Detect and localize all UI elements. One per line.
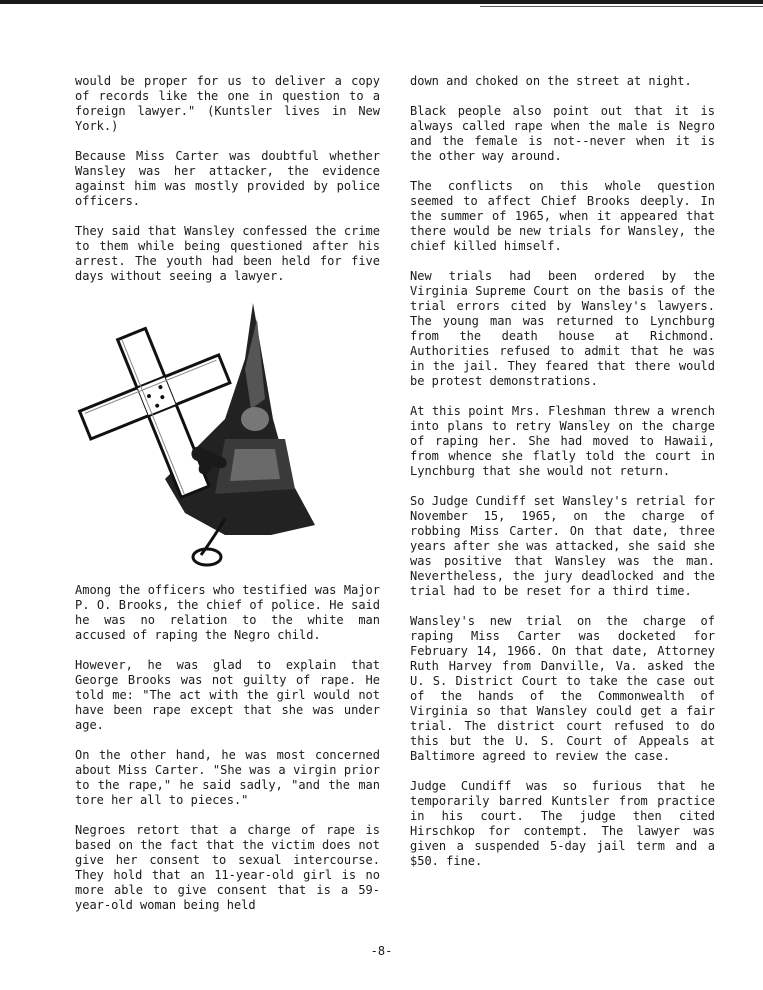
figure-body-highlight — [230, 449, 280, 481]
right-column — [410, 74, 715, 884]
paragraph: So Judge Cundiff set Wansley's retrial for November 15, 1965, on the charge of robbing Miss Carter. On that date, three years after she was attacked, she said she was positive that Wansley was the man. Nevertheless, the jury deadlocked and the trial had to be reset for a third time. — [410, 494, 715, 598]
paragraph: Wansley's new trial on the charge of raping Miss Carter was docketed for February 14, 1966. On that date, Attorney Ruth Harvey from Danville, Va. asked the U. S. District Court to take the case out of the hands of the Commonwealth of Virginia so that Wansley could get a fair trial. The district court refused to do this but the U. S. Court of Appeals at Baltimore agreed to review the case. — [410, 614, 715, 763]
top-border-rule — [0, 0, 763, 4]
paragraph: Judge Cundiff was so furious that he temporarily barred Kuntsler from practice in his court. The judge then cited Hirschkop for contempt. The lawyer was given a suspended 5-day jail term and a $50. fine. — [410, 779, 715, 868]
top-thin-rule — [480, 6, 763, 7]
page-number: -8- — [370, 944, 393, 958]
paragraph: However, he was glad to explain that George Brooks was not guilty of rape. He told me: "The act with the girl would not have been rape except that she was under age. — [75, 658, 380, 732]
paragraph: Negroes retort that a charge of rape is based on the fact that the victim does not give her consent to sexual intercourse. They hold that an 11-year-old girl is no more able to give consent that is a 59-year-old woman being held — [75, 823, 380, 912]
paragraph: down and choked on the street at night. — [410, 74, 692, 88]
paragraph: Because Miss Carter was doubtful whether Wansley was her attacker, the evidence against him was mostly provided by police officers. — [75, 149, 380, 208]
paragraph: The conflicts on this whole question seemed to affect Chief Brooks deeply. In the summer of 1965, when it appeared that there would be new trials for Wansley, the chief killed himself. — [410, 179, 715, 253]
paragraph: On the other hand, he was most concerned about Miss Carter. "She was a virgin prior to the rape," he said sadly, "and the man tore her all to pieces." — [75, 748, 380, 807]
noose-loop-icon — [193, 549, 221, 565]
hooded-robe-shape — [165, 303, 315, 535]
paragraph: New trials had been ordered by the Virginia Supreme Court on the basis of the trial errors cited by Wansley's lawyers. The young man was returned to Lynchburg from the death house at Richmond. Authorities refused to admit that he was in the jail. They feared that there would be protest demonstrations. — [410, 269, 715, 388]
paragraph: Among the officers who testified was Major P. O. Brooks, the chief of police. He said he was no relation to the white man accused of raping the Negro child. — [75, 583, 380, 642]
paragraph: would be proper for us to deliver a copy of records like the one in question to a foreign lawyer." (Kuntsler lives in New York.) — [75, 74, 380, 133]
klan-cross-noose-drawing — [75, 299, 380, 571]
paragraph: At this point Mrs. Fleshman threw a wrench into plans to retry Wansley on the charge of raping her. She had moved to Hawaii, from whence she flatly told the court in Lynchburg that she would not return. — [410, 404, 715, 478]
paragraph: They said that Wansley confessed the crime to them while being questioned after his arrest. The youth had been held for five days without seeing a lawyer. — [75, 224, 380, 283]
klan-cross-illustration — [75, 299, 380, 571]
paragraph: Black people also point out that it is always called rape when the male is Negro and the female is not--never when it is the other way around. — [410, 104, 715, 163]
figure-head — [241, 407, 269, 431]
left-column — [75, 74, 380, 928]
